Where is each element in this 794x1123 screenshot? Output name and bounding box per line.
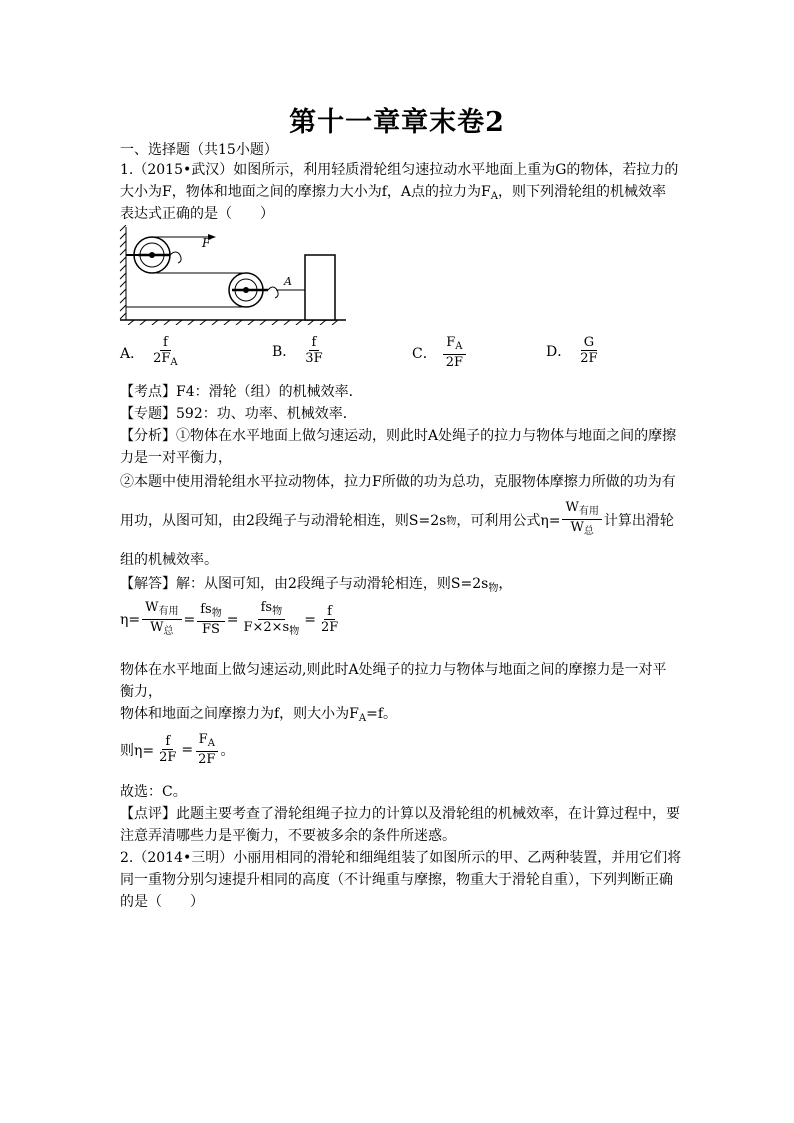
dianping-line-2: 注意弄清哪些力是平衡力，不要被多余的条件所迷惑。 bbox=[120, 828, 456, 844]
final-equation: 则η= $\frac{f}{2F}$ = $\frac{F_A}{2F}$ 。 bbox=[120, 732, 235, 767]
fenxi-line-1: 【分析】①物体在水平地面上做匀速运动，则此时A处绳子的拉力与物体与地面之间的摩擦 bbox=[120, 428, 677, 444]
zhuanti: 【专题】592：功、功率、机械效率． bbox=[120, 406, 357, 422]
q2-line-2: 同一重物分别匀速提升相同的高度（不计绳重与摩擦，物重大于滑轮自重），下列判断正确 bbox=[120, 872, 673, 888]
efficiency-fraction: $\frac{W_{有用}}{W_总}$ bbox=[562, 500, 601, 539]
jieda-line-4: 物体和地面之间摩擦力为f，则大小为$F_A=f$。 bbox=[120, 706, 398, 724]
option-c: C． $\frac{F_A}{2F}$ bbox=[412, 335, 468, 370]
page-title: 第十一章章末卷2 bbox=[289, 107, 505, 138]
pulley-figure bbox=[118, 225, 348, 325]
jieda-line-1: 【解答】解：从图可知，由2段绳子与动滑轮相连，则$S=2s_物$， bbox=[120, 576, 513, 594]
point-label-a: A bbox=[284, 275, 292, 288]
fenxi-line-4: 用功，从图可知，由2段绳子与动滑轮相连，则S=2s 物 ，可利用公式η= $\frac{W_{有用}}{W_总}$ 计算出滑轮 bbox=[120, 500, 674, 537]
force-label-f: F bbox=[202, 236, 211, 250]
q1-line-3: 表达式正确的是（ ） bbox=[120, 206, 274, 222]
kaodian: 【考点】F4：滑轮（组）的机械效率． bbox=[120, 384, 363, 400]
q1-line-1: 1.（2015•武汉）如图所示，利用轻质滑轮组匀速拉动水平地面上重为G的物体，若拉力的 bbox=[120, 162, 679, 178]
option-a-fraction: $\frac{f}{2F_A}$ bbox=[153, 335, 178, 368]
jieda-line-2: 物体在水平地面上做匀速运动,则此时A处绳子的拉力与物体与地面之间的摩擦力是一对平 bbox=[120, 662, 667, 678]
option-c-fraction: $\frac{F_A}{2F}$ bbox=[443, 335, 466, 370]
option-a: A． $\frac{f}{2F_A}$ bbox=[120, 335, 183, 370]
answer-choice: 故选：C。 bbox=[120, 784, 187, 800]
efficiency-equation: η= $\frac{W_{有用}}{W_总}$ = $\frac{fs_物}{FS}$ = $\frac{fs_物}{F\times 2\times s_物}$ = $\frac{f}{2F}$ bbox=[120, 600, 339, 637]
section-heading: 一、选择题（共15小题） bbox=[120, 142, 278, 158]
fenxi-line-2: 力是一对平衡力， bbox=[120, 450, 232, 466]
dianping-line-1: 【点评】此题主要考查了滑轮组绳子拉力的计算以及滑轮组的机械效率，在计算过程中，要 bbox=[120, 806, 680, 822]
q1-line-2: 大小为F，物体和地面之间的摩擦力大小为f，A点的拉力为$F_A$，则下列滑轮组的机械效率 bbox=[120, 184, 666, 202]
option-d: D． $\frac{G}{2F}$ bbox=[546, 335, 603, 366]
q2-line-3: 的是（ ） bbox=[120, 894, 204, 910]
option-b: B． $\frac{f}{3F}$ bbox=[272, 335, 328, 366]
q2-line-1: 2.（2014•三明）小丽用相同的滑轮和细绳组装了如图所示的甲、乙两种装置，并用它们将 bbox=[120, 850, 682, 866]
option-b-fraction: $\frac{f}{3F}$ bbox=[305, 335, 323, 366]
option-d-fraction: $\frac{G}{2F}$ bbox=[580, 335, 598, 366]
fenxi-line-5: 组的机械效率。 bbox=[120, 552, 218, 568]
fenxi-line-3: ②本题中使用滑轮组水平拉动物体，拉力F所做的功为总功，克服物体摩擦力所做的功为有 bbox=[120, 474, 676, 490]
jieda-line-3: 衡力， bbox=[120, 684, 162, 700]
